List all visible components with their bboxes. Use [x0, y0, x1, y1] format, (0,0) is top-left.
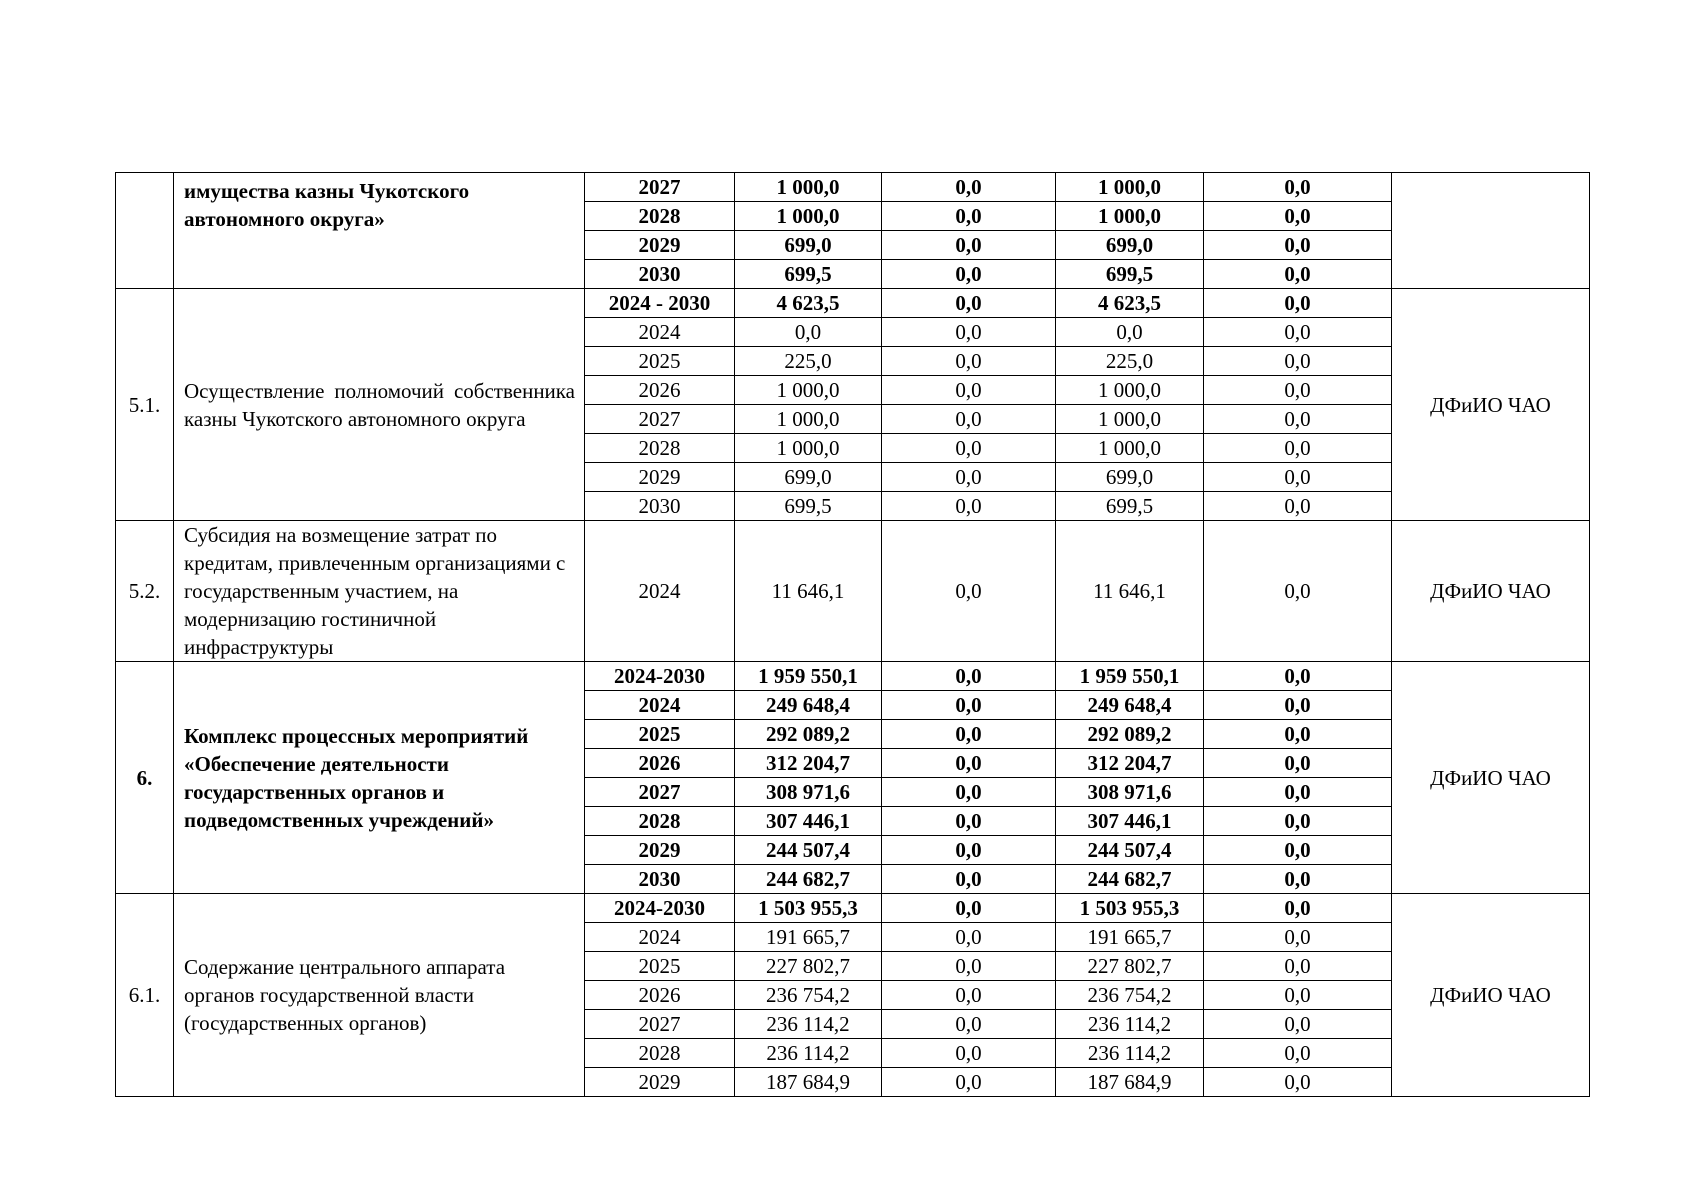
value-cell: 0,0 — [882, 836, 1056, 865]
value-cell: 0,0 — [882, 260, 1056, 289]
value-cell: 307 446,1 — [1056, 807, 1204, 836]
row-number: 5.2. — [116, 521, 174, 662]
value-cell: 0,0 — [882, 463, 1056, 492]
value-cell: 0,0 — [882, 749, 1056, 778]
value-cell: 0,0 — [882, 1010, 1056, 1039]
value-cell: 11 646,1 — [1056, 521, 1204, 662]
year-cell: 2028 — [585, 807, 735, 836]
year-cell: 2027 — [585, 405, 735, 434]
value-cell: 0,0 — [1204, 836, 1392, 865]
value-cell: 0,0 — [1204, 376, 1392, 405]
value-cell: 236 114,2 — [1056, 1039, 1204, 1068]
year-cell: 2026 — [585, 376, 735, 405]
value-cell: 0,0 — [882, 952, 1056, 981]
year-cell: 2024-2030 — [585, 894, 735, 923]
total-cell: 312 204,7 — [735, 749, 882, 778]
value-cell: 227 802,7 — [1056, 952, 1204, 981]
year-cell: 2027 — [585, 1010, 735, 1039]
total-cell: 1 000,0 — [735, 173, 882, 202]
total-cell: 236 754,2 — [735, 981, 882, 1010]
row-number: 5.1. — [116, 289, 174, 521]
total-cell: 308 971,6 — [735, 778, 882, 807]
value-cell: 0,0 — [1204, 434, 1392, 463]
year-cell: 2025 — [585, 720, 735, 749]
total-cell: 699,5 — [735, 492, 882, 521]
value-cell: 0,0 — [1204, 405, 1392, 434]
total-cell: 11 646,1 — [735, 521, 882, 662]
total-cell: 1 000,0 — [735, 434, 882, 463]
year-cell: 2026 — [585, 981, 735, 1010]
value-cell: 0,0 — [882, 865, 1056, 894]
total-cell: 187 684,9 — [735, 1068, 882, 1097]
table-row — [116, 521, 1590, 662]
budget-table — [115, 172, 1590, 1097]
total-cell: 191 665,7 — [735, 923, 882, 952]
value-cell: 225,0 — [1056, 347, 1204, 376]
value-cell: 0,0 — [1204, 691, 1392, 720]
value-cell: 312 204,7 — [1056, 749, 1204, 778]
table-row — [116, 894, 1590, 923]
total-cell: 699,5 — [735, 260, 882, 289]
value-cell: 0,0 — [1204, 894, 1392, 923]
total-cell: 225,0 — [735, 347, 882, 376]
event-name: Комплекс процессных мероприятий «Обеспечение деятельности государственных органов и подведомственных учреждений» — [174, 662, 585, 894]
event-name: Содержание центрального аппарата органов государственной власти (государственных органов) — [174, 894, 585, 1097]
year-cell: 2024 — [585, 318, 735, 347]
value-cell: 0,0 — [1204, 778, 1392, 807]
value-cell: 0,0 — [882, 492, 1056, 521]
executor-cell: ДФиИО ЧАО — [1392, 894, 1590, 1097]
total-cell: 4 623,5 — [735, 289, 882, 318]
total-cell: 1 959 550,1 — [735, 662, 882, 691]
event-name: Субсидия на возмещение затрат по кредитам, привлеченным организациями с государственным участием, на модернизацию гостиничной инфраструктуры — [174, 521, 585, 662]
table-row — [116, 289, 1590, 318]
value-cell: 0,0 — [882, 981, 1056, 1010]
value-cell: 0,0 — [882, 173, 1056, 202]
value-cell: 0,0 — [1204, 952, 1392, 981]
total-cell: 1 000,0 — [735, 405, 882, 434]
value-cell: 0,0 — [1204, 865, 1392, 894]
total-cell: 1 000,0 — [735, 202, 882, 231]
year-cell: 2029 — [585, 1068, 735, 1097]
total-cell: 1 000,0 — [735, 376, 882, 405]
total-cell: 244 507,4 — [735, 836, 882, 865]
value-cell: 0,0 — [1204, 981, 1392, 1010]
event-name: Осуществление полномочий собственника казны Чукотского автономного округа — [174, 289, 585, 521]
value-cell: 236 754,2 — [1056, 981, 1204, 1010]
value-cell: 308 971,6 — [1056, 778, 1204, 807]
total-cell: 1 503 955,3 — [735, 894, 882, 923]
value-cell: 0,0 — [882, 720, 1056, 749]
executor-cell — [1392, 173, 1590, 289]
value-cell: 0,0 — [882, 807, 1056, 836]
value-cell: 699,5 — [1056, 260, 1204, 289]
value-cell: 1 959 550,1 — [1056, 662, 1204, 691]
value-cell: 0,0 — [1204, 202, 1392, 231]
value-cell: 0,0 — [1056, 318, 1204, 347]
year-cell: 2025 — [585, 952, 735, 981]
event-name: имущества казны Чукотского автономного округа» — [174, 173, 585, 289]
value-cell: 191 665,7 — [1056, 923, 1204, 952]
year-cell: 2028 — [585, 202, 735, 231]
total-cell: 0,0 — [735, 318, 882, 347]
total-cell: 307 446,1 — [735, 807, 882, 836]
year-cell: 2024 — [585, 691, 735, 720]
value-cell: 0,0 — [882, 434, 1056, 463]
total-cell: 699,0 — [735, 463, 882, 492]
value-cell: 0,0 — [882, 691, 1056, 720]
value-cell: 0,0 — [1204, 173, 1392, 202]
value-cell: 0,0 — [1204, 260, 1392, 289]
value-cell: 4 623,5 — [1056, 289, 1204, 318]
value-cell: 0,0 — [1204, 347, 1392, 376]
value-cell: 0,0 — [1204, 1039, 1392, 1068]
value-cell: 0,0 — [1204, 231, 1392, 260]
value-cell: 0,0 — [1204, 318, 1392, 347]
value-cell: 0,0 — [1204, 289, 1392, 318]
value-cell: 244 507,4 — [1056, 836, 1204, 865]
year-cell: 2028 — [585, 1039, 735, 1068]
year-cell: 2026 — [585, 749, 735, 778]
year-cell: 2027 — [585, 173, 735, 202]
value-cell: 1 000,0 — [1056, 434, 1204, 463]
value-cell: 0,0 — [1204, 807, 1392, 836]
value-cell: 292 089,2 — [1056, 720, 1204, 749]
value-cell: 0,0 — [882, 318, 1056, 347]
value-cell: 0,0 — [1204, 1010, 1392, 1039]
year-cell: 2025 — [585, 347, 735, 376]
value-cell: 0,0 — [1204, 749, 1392, 778]
total-cell: 236 114,2 — [735, 1039, 882, 1068]
year-cell: 2029 — [585, 836, 735, 865]
value-cell: 244 682,7 — [1056, 865, 1204, 894]
value-cell: 0,0 — [1204, 521, 1392, 662]
year-cell: 2030 — [585, 260, 735, 289]
value-cell: 0,0 — [1204, 463, 1392, 492]
value-cell: 0,0 — [882, 923, 1056, 952]
value-cell: 249 648,4 — [1056, 691, 1204, 720]
value-cell: 0,0 — [882, 1039, 1056, 1068]
value-cell: 236 114,2 — [1056, 1010, 1204, 1039]
year-cell: 2030 — [585, 492, 735, 521]
row-number: 6.1. — [116, 894, 174, 1097]
value-cell: 1 503 955,3 — [1056, 894, 1204, 923]
value-cell: 0,0 — [882, 894, 1056, 923]
total-cell: 244 682,7 — [735, 865, 882, 894]
year-cell: 2030 — [585, 865, 735, 894]
value-cell: 0,0 — [1204, 923, 1392, 952]
executor-cell: ДФиИО ЧАО — [1392, 289, 1590, 521]
row-number: 6. — [116, 662, 174, 894]
year-cell: 2024 — [585, 521, 735, 662]
value-cell: 0,0 — [882, 521, 1056, 662]
table-row — [116, 662, 1590, 691]
value-cell: 1 000,0 — [1056, 202, 1204, 231]
value-cell: 0,0 — [882, 289, 1056, 318]
year-cell: 2024 - 2030 — [585, 289, 735, 318]
value-cell: 0,0 — [882, 405, 1056, 434]
value-cell: 0,0 — [1204, 1068, 1392, 1097]
value-cell: 0,0 — [882, 202, 1056, 231]
year-cell: 2024-2030 — [585, 662, 735, 691]
total-cell: 292 089,2 — [735, 720, 882, 749]
value-cell: 0,0 — [1204, 662, 1392, 691]
total-cell: 227 802,7 — [735, 952, 882, 981]
year-cell: 2029 — [585, 463, 735, 492]
value-cell: 187 684,9 — [1056, 1068, 1204, 1097]
value-cell: 0,0 — [882, 778, 1056, 807]
value-cell: 699,5 — [1056, 492, 1204, 521]
total-cell: 249 648,4 — [735, 691, 882, 720]
executor-cell: ДФиИО ЧАО — [1392, 662, 1590, 894]
year-cell: 2029 — [585, 231, 735, 260]
value-cell: 0,0 — [1204, 492, 1392, 521]
value-cell: 1 000,0 — [1056, 376, 1204, 405]
value-cell: 1 000,0 — [1056, 173, 1204, 202]
value-cell: 0,0 — [882, 662, 1056, 691]
executor-cell: ДФиИО ЧАО — [1392, 521, 1590, 662]
total-cell: 699,0 — [735, 231, 882, 260]
row-number — [116, 173, 174, 289]
year-cell: 2028 — [585, 434, 735, 463]
value-cell: 0,0 — [882, 231, 1056, 260]
value-cell: 1 000,0 — [1056, 405, 1204, 434]
value-cell: 699,0 — [1056, 231, 1204, 260]
value-cell: 699,0 — [1056, 463, 1204, 492]
table-row — [116, 173, 1590, 202]
value-cell: 0,0 — [1204, 720, 1392, 749]
value-cell: 0,0 — [882, 376, 1056, 405]
year-cell: 2024 — [585, 923, 735, 952]
value-cell: 0,0 — [882, 347, 1056, 376]
total-cell: 236 114,2 — [735, 1010, 882, 1039]
value-cell: 0,0 — [882, 1068, 1056, 1097]
year-cell: 2027 — [585, 778, 735, 807]
